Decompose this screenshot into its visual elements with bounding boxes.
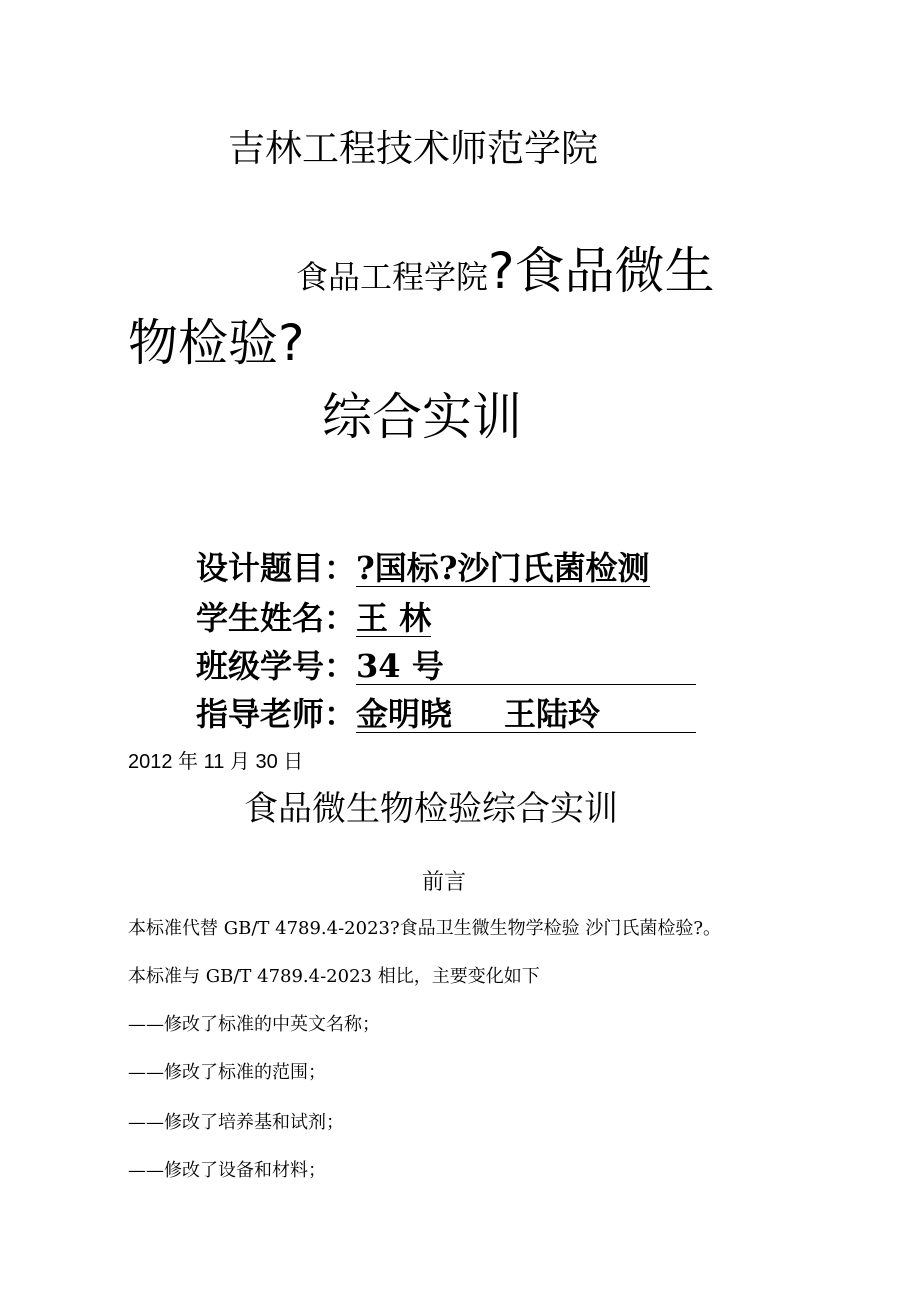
student-name-row — [196, 599, 432, 637]
change-item: ——修改了标准的中英文名称； — [128, 1014, 380, 1035]
preface-paragraph: 本标准与 GB/T 4789.4-2023 相比，主要变化如下 — [128, 966, 540, 987]
title-line-1 — [296, 242, 715, 300]
class-number-row — [196, 647, 696, 685]
advisor-name-2: 王陆玲 — [504, 695, 601, 733]
change-item: ——修改了设备和材料； — [128, 1160, 326, 1181]
advisor-row — [196, 695, 696, 733]
title-course-part1: ?食品微生 — [488, 242, 715, 300]
advisor-label: 指导老师： — [196, 695, 357, 733]
date: 2012 年 11 月 30 日 — [128, 751, 304, 773]
topic-row — [196, 549, 650, 587]
advisor-value — [356, 695, 696, 733]
student-name-label: 学生姓名： — [196, 599, 357, 637]
title-line-3: 综合实训 — [322, 388, 522, 446]
advisor-name-1: 金明晓 — [356, 695, 453, 733]
section-title: 食品微生物检验综合实训 — [244, 789, 618, 829]
class-number-value: 34 号 — [356, 650, 696, 685]
student-name-value: 王 林 — [356, 599, 432, 637]
topic-value: ?国标?沙门氏菌检测 — [356, 549, 650, 587]
change-item: ——修改了标准的范围； — [128, 1062, 326, 1083]
preface-heading: 前言 — [422, 870, 467, 895]
preface-paragraph: 本标准代替 GB/T 4789.4-2023?食品卫生微生物学检验 沙门氏菌检验?。 — [128, 918, 722, 939]
topic-label: 设计题目： — [196, 549, 357, 587]
change-item: ——修改了培养基和试剂； — [128, 1112, 344, 1133]
title-college: 食品工程学院 — [296, 258, 489, 296]
school-name: 吉林工程技术师范学院 — [228, 127, 598, 170]
title-line-2: 物检验? — [128, 314, 305, 372]
class-number-label: 班级学号： — [196, 647, 357, 685]
